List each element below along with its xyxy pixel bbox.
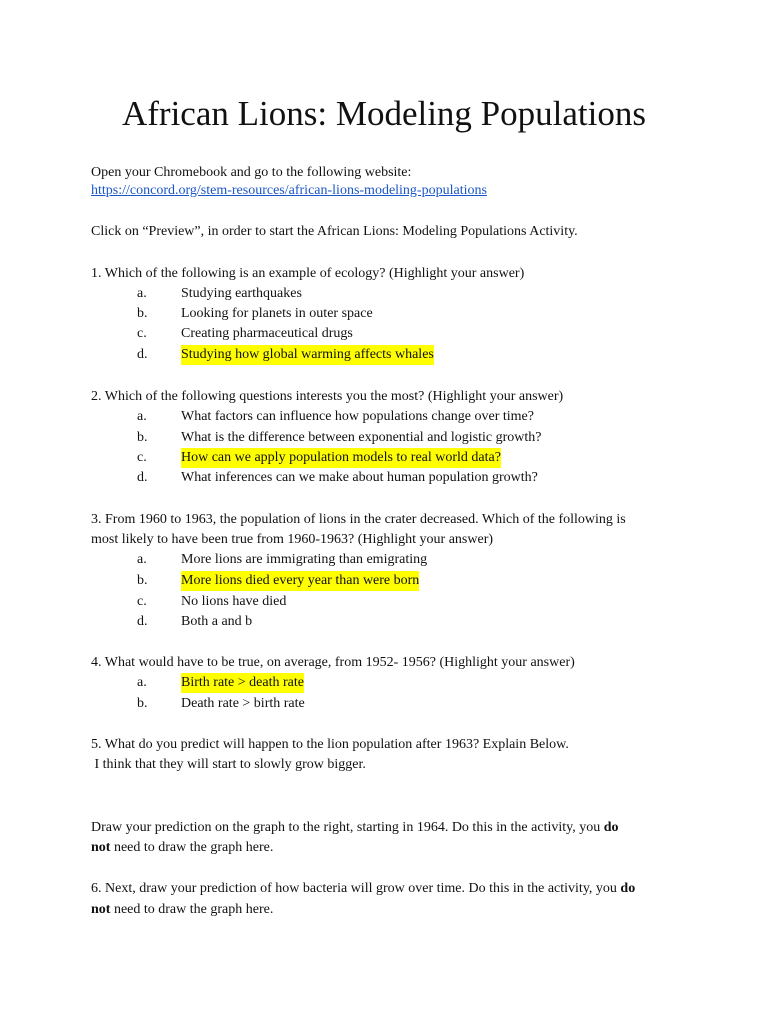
question-6-line2: not need to draw the graph here. (91, 902, 274, 917)
highlighted-answer: More lions died every year than were born (181, 571, 419, 591)
question-5-prompt: 5. What do you predict will happen to the lion population after 1963? Explain Below. (91, 737, 569, 752)
open-instruction: Open your Chromebook and go to the following website: (91, 165, 412, 180)
highlighted-answer: Birth rate > death rate (181, 673, 304, 693)
question-6-line1: 6. Next, draw your prediction of how bacteria will grow over time. Do this in the activity, you do (91, 881, 636, 896)
question-3-prompt-line1: 3. From 1960 to 1963, the population of lions in the crater decreased. Which of the following is (91, 512, 626, 527)
question-3-prompt-line2: most likely to have been true from 1960-1963? (Highlight your answer) (91, 532, 494, 547)
draw-prediction-line1: Draw your prediction on the graph to the right, starting in 1964. Do this in the activity, you do (91, 820, 619, 835)
activity-link-line (91, 181, 487, 201)
draw-prediction-line2: not need to draw the graph here. (91, 840, 274, 855)
activity-link[interactable]: https://concord.org/stem-resources/african-lions-modeling-populations (91, 183, 487, 198)
question-1-prompt: 1. Which of the following is an example of ecology? (Highlight your answer) (91, 266, 525, 281)
preview-instruction: Click on “Preview”, in order to start the African Lions: Modeling Populations Activity. (91, 224, 578, 239)
highlighted-answer: Studying how global warming affects whales (181, 345, 434, 365)
question-5-answer: I think that they will start to slowly grow bigger. (91, 757, 366, 772)
page-title: African Lions: Modeling Populations (122, 94, 646, 133)
highlighted-answer: How can we apply population models to real world data? (181, 448, 501, 468)
document-page: African Lions: Modeling Populations Open your Chromebook and go to the following website: https://concord.org/stem-resources/african-lions-modeling-populations Click on “Preview”, in order to start the African Lions: Modeling Populations Activity. 1. Which of the following is an example of ecology? (Highlight your answer) a. Studying earthquakes b. Looking for planets in outer space c. Creating pharmaceutical drugs d. Studying how global warming affects whales 2. Which of the following questions interests you the most? (Highlight your answer) a. What factors can influence how populations change over time? b. What is the difference between exponential and logistic growth? c. How can we apply population models to real world data? d. What inferences can we make about human population growth? 3. From 1960 to 1963, the population of lions in the crater decreased. Which of the following is most likely to have been true from 1960-1963? (Highlight your answer) a. More lions are immigrating than emigrating b. More lions died every year than were born c. No lions have died d. Both a and b 4. What would have to be true, on average, from 1952- 1956? (Highlight your answer) a. Birth rate > death rate b. Death rate > birth rate 5. What do you predict will happen to the lion population after 1963? Explain Below. I think that they will start to slowly grow bigger. Draw your prediction on the graph to the right, starting in 1964. Do this in the activity, you do not need to draw the graph here. 6. Next, draw your prediction of how bacteria will grow over time. Do this in the activity, you do not need to draw the graph here. (0, 0, 768, 1024)
question-2-prompt: 2. Which of the following questions interests you the most? (Highlight your answer) (91, 389, 564, 404)
question-4-prompt: 4. What would have to be true, on average, from 1952- 1956? (Highlight your answer) (91, 655, 575, 670)
